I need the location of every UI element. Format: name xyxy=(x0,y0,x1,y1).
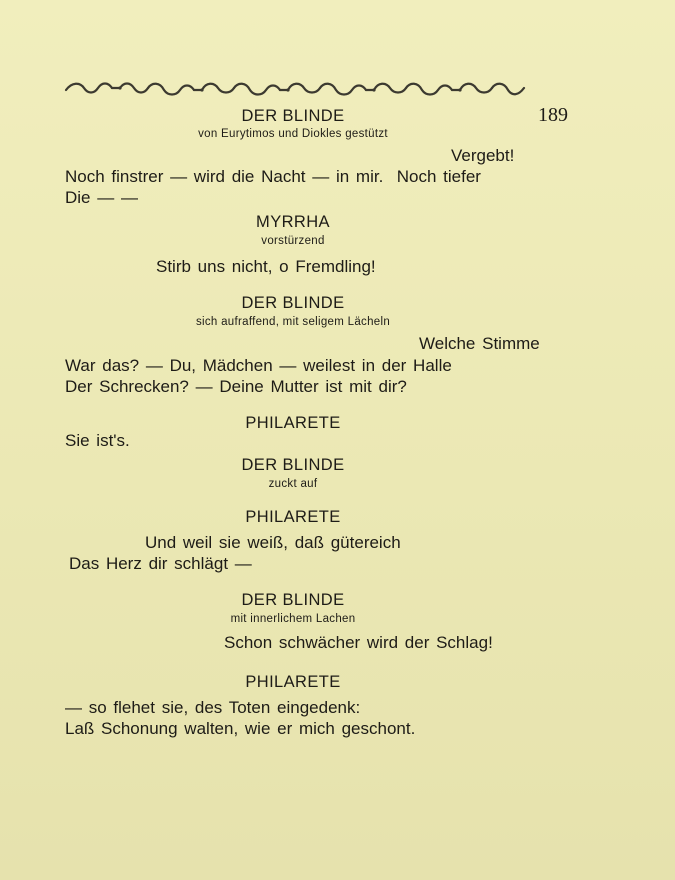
page-number: 189 xyxy=(538,104,568,126)
stage-direction: mit innerlichem Lachen xyxy=(230,613,356,625)
speaker-name: DER BLINDE xyxy=(241,456,345,474)
verse-line: Der Schrecken? — Deine Mutter ist mit dir? xyxy=(65,377,407,396)
verse-line: Die — — xyxy=(65,188,138,207)
verse-line: Welche Stimme xyxy=(419,334,540,353)
stage-direction: zuckt auf xyxy=(268,478,318,490)
speaker-name: PHILARETE xyxy=(245,414,341,432)
speaker-name: DER BLINDE xyxy=(241,591,345,609)
verse-line: Sie ist's. xyxy=(65,431,130,450)
speaker-name: DER BLINDE xyxy=(241,107,345,125)
decorative-ornament-border xyxy=(64,78,526,102)
verse-line: Und weil sie weiß, daß gütereich xyxy=(145,533,401,552)
verse-line: Das Herz dir schlägt — xyxy=(69,554,252,573)
verse-line: Stirb uns nicht, o Fremdling! xyxy=(156,257,376,276)
verse-line: War das? — Du, Mädchen — weilest in der Halle xyxy=(65,356,452,375)
speaker-name: MYRRHA xyxy=(256,213,330,231)
speaker-name: PHILARETE xyxy=(245,508,341,526)
stage-direction: von Eurytimos und Diokles gestützt xyxy=(198,128,388,140)
stage-direction: sich aufraffend, mit seligem Lächeln xyxy=(195,316,391,328)
stage-direction: vorstürzend xyxy=(261,235,325,247)
speaker-name: DER BLINDE xyxy=(241,294,345,312)
verse-line: Schon schwächer wird der Schlag! xyxy=(224,633,493,652)
speaker-name: PHILARETE xyxy=(245,673,341,691)
verse-line: Vergebt! xyxy=(451,146,515,165)
verse-line: Laß Schonung walten, wie er mich geschont. xyxy=(65,719,416,738)
verse-line: — so flehet sie, des Toten eingedenk: xyxy=(65,698,361,717)
verse-line: Noch finstrer — wird die Nacht — in mir. Noch tiefer xyxy=(65,167,481,186)
